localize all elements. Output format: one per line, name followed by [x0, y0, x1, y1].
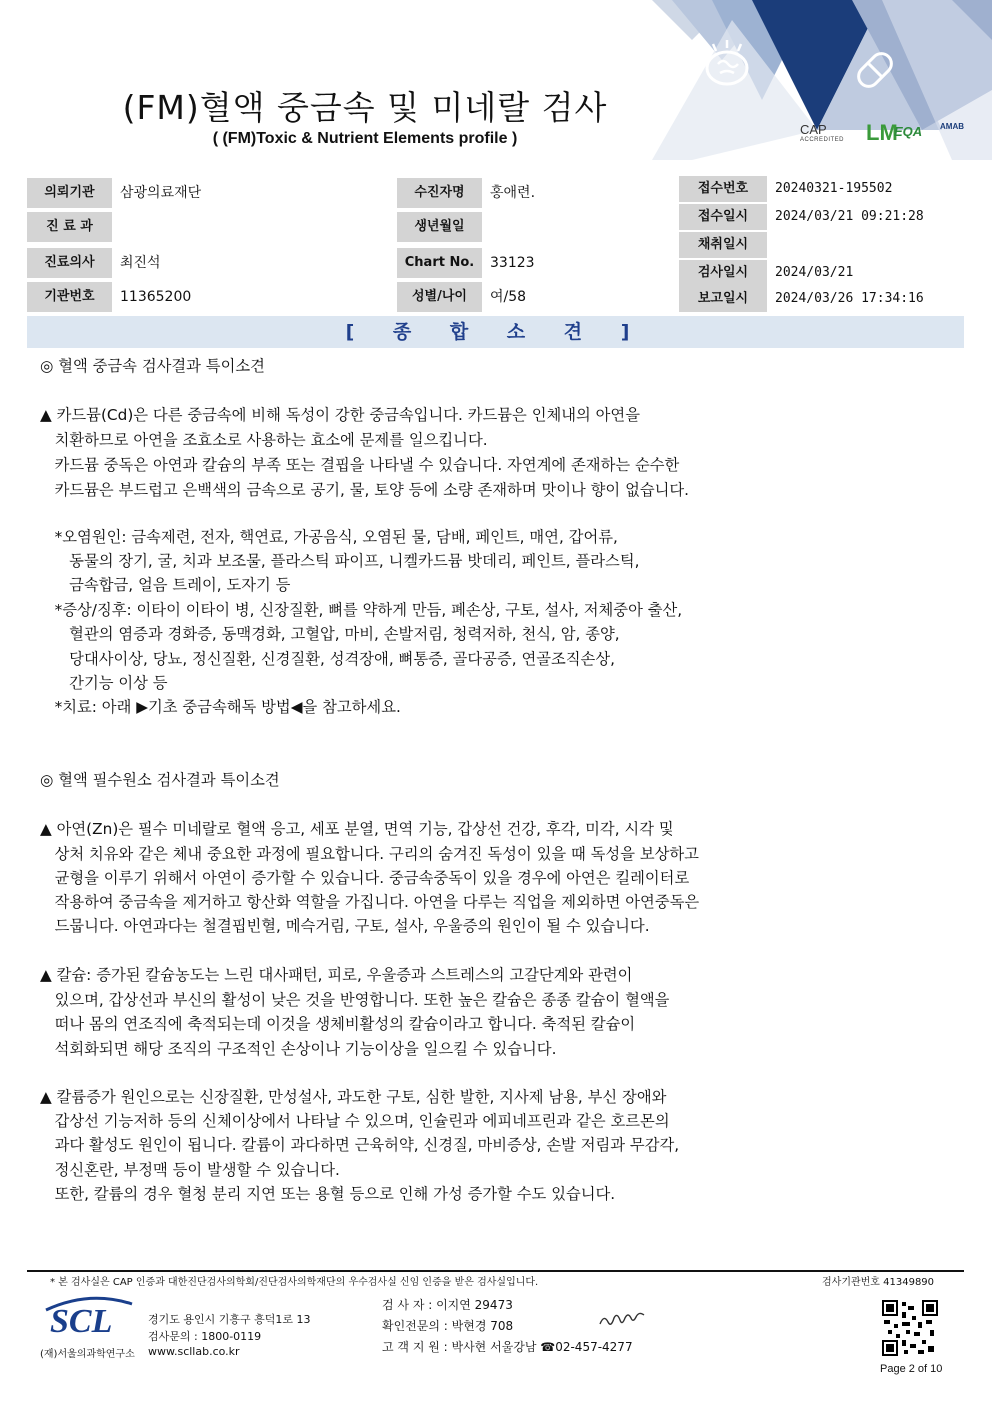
reception-date-label: 접수일시	[679, 204, 767, 230]
lm-logo: LM	[866, 120, 898, 145]
body-line: 드뭅니다. 아연과다는 철결핍빈혈, 메슥거림, 구토, 설사, 우울증의 원인이 될 수 있습니다.	[40, 917, 650, 935]
body-line: 또한, 칼륨의 경우 혈청 분리 지연 또는 용혈 등으로 인해 가성 증가할 수도 있습니다.	[40, 1185, 616, 1203]
patient-value: 홍애련.	[482, 178, 677, 208]
report-subtitle: ( (FM)Toxic & Nutrient Elements profile )	[212, 130, 518, 147]
sex-age-label: 성별/나이	[397, 282, 482, 312]
test-date-value: 2024/03/21	[767, 260, 964, 286]
scl-logo: SCL	[50, 1303, 113, 1340]
reviewer: 확인전문의 : 박현경 708	[382, 1319, 514, 1333]
reception-no-label: 접수번호	[679, 176, 767, 202]
body-line: *오염원인: 금속제련, 전자, 핵연료, 가공음식, 오염된 물, 담배, 페인트, 매연, 갑어류,	[40, 528, 618, 546]
department-label: 진 료 과	[27, 212, 112, 242]
body-line: 금속합금, 얼음 트레이, 도자기 등	[40, 576, 291, 594]
body-line: 동물의 장기, 굴, 치과 보조물, 플라스틱 파이프, 니켈카드뮴 밧데리, 페인트, 플라스틱,	[40, 552, 640, 570]
collection-value	[767, 232, 964, 258]
doctor-label: 진료의사	[27, 248, 112, 278]
body-line: ▲ 칼슘: 증가된 칼슘농도는 느린 대사패턴, 피로, 우울증과 스트레스의 고갈단계와 관련이	[40, 966, 633, 984]
body-line: ▲ 아연(Zn)은 필수 미네랄로 혈액 응고, 세포 분열, 면역 기능, 갑상선 건강, 후각, 미각, 시각 및	[40, 820, 674, 838]
report-header	[0, 0, 992, 165]
body-line: 과다 활성도 원인이 됩니다. 칼륨이 과다하면 근육허약, 신경질, 마비증상, 손발 저림과 무감각,	[40, 1136, 680, 1154]
patient-info-table	[27, 176, 964, 312]
tester: 검 사 자 : 이지연 29473	[382, 1298, 513, 1312]
report-date-label: 보고일시	[679, 286, 767, 312]
reception-no-value: 20240321-195502	[767, 176, 964, 202]
signature-image	[598, 1310, 648, 1330]
body-line: 작용하여 중금속을 제거하고 항산화 역할을 가집니다. 아연을 다루는 직업을 제외하면 아연중독은	[40, 893, 700, 911]
accreditation-logos	[800, 120, 970, 154]
body-line: 혈관의 염증과 경화증, 동맥경화, 고혈압, 마비, 손발저림, 청력저하, 천식, 암, 종양,	[40, 625, 620, 643]
lab-address: 경기도 용인시 기흥구 흥덕1로 13	[148, 1313, 311, 1326]
footer-org-number: 검사기관번호 41349890	[822, 1277, 935, 1288]
footer-note: * 본 검사실은 CAP 인증과 대한진단검사의학회/진단검사의학재단의 우수검사실 신임 인증을 받은 검사실입니다.	[50, 1277, 539, 1288]
section-heading-heavy-metals: ◎ 혈액 중금속 검사결과 특이소견	[40, 357, 265, 375]
lab-name: (재)서울의과학연구소	[40, 1349, 135, 1360]
chart-label: Chart No.	[397, 248, 482, 278]
body-line: 당대사이상, 당뇨, 정신질환, 신경질환, 성격장애, 뼈통증, 골다공증, 연골조직손상,	[40, 650, 615, 668]
body-line: ▲ 칼륨증가 원인으로는 신장질환, 만성설사, 과도한 구토, 심한 발한, 지사제 남용, 부신 장애와	[40, 1088, 667, 1106]
body-line: 치환하므로 아연을 조효소로 사용하는 효소에 문제를 일으킵니다.	[40, 431, 488, 449]
sex-age-value: 여/58	[482, 282, 677, 312]
collection-label: 채취일시	[679, 232, 767, 258]
patient-label: 수진자명	[397, 178, 482, 208]
report-date-value: 2024/03/26 17:34:16	[767, 286, 964, 312]
cap-logo: CAP ACCREDITED	[800, 122, 845, 143]
footer-divider	[27, 1270, 964, 1272]
capsule-icon	[850, 45, 900, 95]
body-line: 카드뮴은 부드럽고 은백색의 금속으로 공기, 물, 토양 등에 소량 존재하며 맛이나 향이 없습니다.	[40, 481, 690, 499]
body-line: 있으며, 갑상선과 부신의 활성이 낮은 것을 반영합니다. 또한 높은 칼슘은 종종 칼슘이 혈액을	[40, 991, 670, 1009]
body-line: 정신혼란, 부정맥 등이 발생할 수 있습니다.	[40, 1161, 340, 1179]
inst-no-value: 11365200	[112, 282, 397, 312]
section-heading-essential-elements: ◎ 혈액 필수원소 검사결과 특이소견	[40, 771, 280, 789]
birth-label: 생년월일	[397, 212, 482, 242]
inst-no-label: 기관번호	[27, 282, 112, 312]
lab-website[interactable]: www.scllab.co.kr	[148, 1345, 240, 1358]
body-line: 석회화되면 해당 조직의 구조적인 손상이나 기능이상을 일으킬 수 있습니다.	[40, 1040, 557, 1058]
test-date-label: 검사일시	[679, 260, 767, 286]
body-line: 상처 치유와 같은 체내 중요한 과정에 필요합니다. 구리의 숨겨진 독성이 있을 때 독성을 보상하고	[40, 845, 699, 863]
summary-title: [ 종 합 소 견 ]	[27, 316, 964, 348]
body-line: 카드뮴 중독은 아연과 칼슘의 부족 또는 결핍을 나타낼 수 있습니다. 자연계에 존재하는 순수한	[40, 456, 680, 474]
body-line: ▲ 카드뮴(Cd)은 다른 중금속에 비해 독성이 강한 중금속입니다. 카드뮴은 인체내의 아연을	[40, 406, 640, 424]
department-value	[112, 212, 397, 242]
institution-label: 의뢰기관	[27, 178, 112, 208]
report-title: (FM)혈액 중금속 및 미네랄 검사	[122, 88, 608, 127]
customer-support: 고 객 지 원 : 박사현 서울강남 ☎02-457-4277	[382, 1340, 633, 1354]
page-number: Page 2 of 10	[880, 1363, 943, 1375]
reception-date-value: 2024/03/21 09:21:28	[767, 204, 964, 230]
institution-value: 삼광의료재단	[112, 178, 397, 208]
doctor-value: 최진석	[112, 248, 397, 278]
body-line: 갑상선 기능저하 등의 신체이상에서 나타날 수 있으며, 인슐린과 에피네프린과 같은 호르몬의	[40, 1112, 670, 1130]
body-line: *증상/징후: 이타이 이타이 병, 신장질환, 뼈를 약하게 만듬, 폐손상, 구토, 설사, 저체중아 출산,	[40, 601, 683, 619]
qr-code-icon[interactable]	[882, 1300, 938, 1356]
chart-value: 33123	[482, 248, 677, 278]
eqa-logo: EQA	[894, 124, 923, 139]
birth-value	[482, 212, 677, 242]
body-line: 균형을 이루기 위해서 아연이 증가할 수 있습니다. 중금속중독이 있을 경우에 아연은 킬레이터로	[40, 869, 690, 887]
amab-logo: AMAB	[940, 122, 964, 131]
lab-inquiry: 검사문의 : 1800-0119	[148, 1330, 262, 1343]
body-line: *치료: 아래 ▶기초 중금속해독 방법◀을 참고하세요.	[40, 698, 401, 716]
body-line: 떠나 몸의 연조직에 축적되는데 이것을 생체비활성의 칼슘이라고 합니다. 축적된 칼슘이	[40, 1015, 636, 1033]
body-line: 간기능 이상 등	[40, 674, 168, 692]
